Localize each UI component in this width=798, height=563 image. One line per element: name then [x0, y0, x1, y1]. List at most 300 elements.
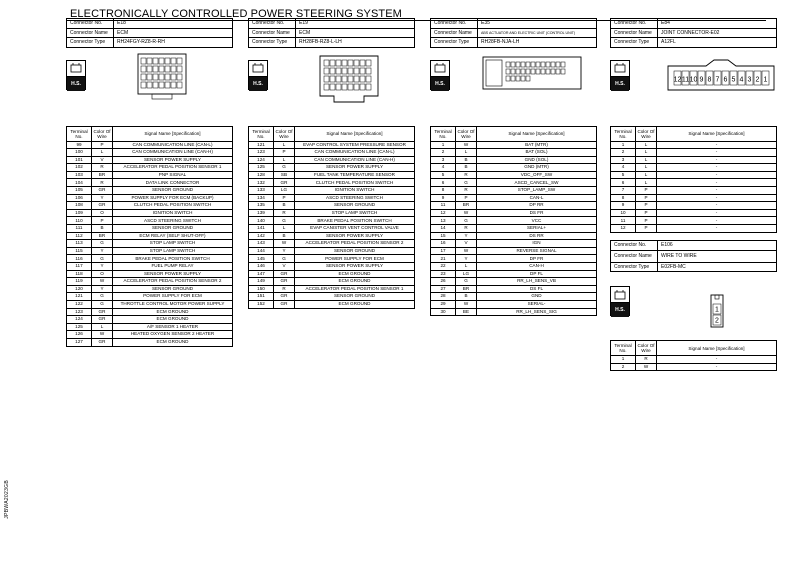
terminal-no: 111: [67, 225, 92, 233]
signal-name: SENSOR GROUND: [295, 202, 415, 210]
terminal-no: 26: [431, 278, 456, 286]
signal-name: CLUTCH PEDAL POSITION SWITCH: [295, 179, 415, 187]
terminal-table: Terminal No. Color Of Wire Signal Name [Specification] 1 L - 2 L - 3 L - 4 L - 5 L - 6 L - 7 P - 8 P - 9 P - 10 P - 11 P - 12 P -: [610, 126, 777, 233]
table-row: [611, 179, 777, 187]
terminal-no: 11: [611, 217, 636, 225]
table-row: [67, 171, 233, 179]
wire-color: P: [274, 149, 295, 157]
signal-name: SERIAL-: [477, 300, 597, 308]
terminal-no: 2: [611, 149, 636, 157]
wire-color: R: [274, 209, 295, 217]
terminal-no: 115: [67, 247, 92, 255]
wire-color: L: [274, 141, 295, 149]
table-row: [431, 141, 597, 149]
terminal-no: 12: [431, 209, 456, 217]
signal-name: DP FL: [477, 270, 597, 278]
signal-name: ACCELERATOR PEDAL POSITION SENSOR 2: [113, 278, 233, 286]
wire-color: Y: [92, 263, 113, 271]
signal-name: EVAP CANISTER VENT CONTROL VALVE: [295, 225, 415, 233]
table-row: [249, 270, 415, 278]
wire-color: R: [456, 225, 477, 233]
wire-color: R: [274, 285, 295, 293]
table-row: [431, 263, 597, 271]
signal-name: CAN-H: [477, 263, 597, 271]
terminal-table: Terminal No. Color Of Wire Signal Name [Specification] 1 R - 2 W -: [610, 340, 777, 371]
table-row: [431, 240, 597, 248]
table-row: [67, 331, 233, 339]
table-row: [431, 202, 597, 210]
wire-color: P: [636, 202, 657, 210]
terminal-no: 152: [249, 300, 274, 308]
wire-color: LG: [274, 187, 295, 195]
wire-color: P: [92, 141, 113, 149]
table-row: [67, 278, 233, 286]
wire-color: BR: [456, 202, 477, 210]
terminal-no: 10: [611, 209, 636, 217]
terminal-no: 121: [67, 293, 92, 301]
wire-color: V: [92, 156, 113, 164]
terminal-no: 134: [249, 194, 274, 202]
terminal-no: 125: [249, 164, 274, 172]
wire-color: P: [636, 194, 657, 202]
terminal-no: 121: [249, 141, 274, 149]
pin-label: 3: [747, 76, 752, 83]
page-title: ELECTRONICALLY CONTROLLED POWER STEERING SYSTEM: [70, 8, 402, 20]
signal-name: -: [657, 171, 777, 179]
table-row: [249, 263, 415, 271]
connector-info: Connector No. E84 Connector Name JOINT CONNECTOR-E02 Connector Type A12FL: [610, 18, 777, 48]
hs-badge-icon: H.S.: [248, 60, 268, 90]
wire-color: R: [456, 187, 477, 195]
signal-name: SERIAL+: [477, 225, 597, 233]
wire-color: P: [92, 217, 113, 225]
signal-name: HEATED OXYGEN SENSOR 2 HEATER: [113, 331, 233, 339]
connector-e19: [248, 18, 415, 309]
signal-name: SENSOR GROUND: [295, 293, 415, 301]
signal-name: ECM GROUND: [295, 278, 415, 286]
signal-name: SENSOR GROUND: [113, 225, 233, 233]
terminal-no: 8: [431, 187, 456, 195]
wire-color: GR: [92, 308, 113, 316]
table-row: [431, 194, 597, 202]
signal-name: POWER SUPPLY FOR ECM (BACKUP): [113, 194, 233, 202]
terminal-no: 140: [249, 217, 274, 225]
table-row: [67, 202, 233, 210]
terminal-no: 3: [431, 156, 456, 164]
table-row: [249, 209, 415, 217]
signal-name: DATA LINK CONNECTOR: [113, 179, 233, 187]
signal-name: STOP LAMP SWITCH: [295, 209, 415, 217]
terminal-no: 28: [431, 293, 456, 301]
terminal-no: 105: [67, 187, 92, 195]
table-row: [249, 285, 415, 293]
table-row: [67, 285, 233, 293]
table-row: [67, 232, 233, 240]
terminal-no: 125: [67, 323, 92, 331]
wire-color: W: [456, 247, 477, 255]
wire-color: V: [274, 263, 295, 271]
terminal-no: 124: [249, 156, 274, 164]
table-row: [249, 164, 415, 172]
wire-color: W: [274, 240, 295, 248]
table-row: [611, 363, 777, 371]
terminal-no: 4: [611, 164, 636, 172]
wire-color: W: [456, 209, 477, 217]
table-row: [67, 338, 233, 346]
signal-name: ACCELERATOR PEDAL POSITION SENSOR 1: [113, 164, 233, 172]
signal-name: SENSOR GROUND: [295, 247, 415, 255]
signal-name: -: [657, 141, 777, 149]
terminal-no: 103: [67, 171, 92, 179]
signal-name: ECM GROUND: [113, 338, 233, 346]
table-row: [67, 308, 233, 316]
wire-color: G: [456, 217, 477, 225]
table-row: [249, 156, 415, 164]
terminal-no: 127: [67, 338, 92, 346]
table-row: [249, 293, 415, 301]
signal-name: DS FR: [477, 209, 597, 217]
terminal-no: 101: [67, 156, 92, 164]
table-row: [249, 202, 415, 210]
connector-face-icon: [482, 56, 582, 92]
wire-color: L: [274, 225, 295, 233]
terminal-no: 113: [67, 240, 92, 248]
wire-color: G: [274, 255, 295, 263]
wire-color: GR: [92, 338, 113, 346]
wire-color: G: [92, 300, 113, 308]
pin-label: 11: [681, 76, 690, 83]
table-row: [611, 187, 777, 195]
signal-name: SENSOR POWER SUPPLY: [295, 164, 415, 172]
signal-name: DS RR: [477, 232, 597, 240]
wire-color: O: [92, 270, 113, 278]
table-row: [249, 232, 415, 240]
terminal-no: 16: [431, 240, 456, 248]
terminal-no: 106: [67, 194, 92, 202]
terminal-no: 143: [249, 240, 274, 248]
table-row: [67, 187, 233, 195]
terminal-no: 145: [249, 255, 274, 263]
terminal-no: 135: [249, 202, 274, 210]
table-row: [611, 209, 777, 217]
wire-color: GR: [274, 293, 295, 301]
signal-name: SENSOR POWER SUPPLY: [113, 270, 233, 278]
terminal-no: 12: [611, 225, 636, 233]
signal-name: ACCELERATOR PEDAL POSITION SENSOR 1: [295, 285, 415, 293]
signal-name: FUEL PUMP RELAY: [113, 263, 233, 271]
wire-color: L: [636, 171, 657, 179]
table-row: [67, 270, 233, 278]
wire-color: L: [274, 156, 295, 164]
table-row: [249, 278, 415, 286]
table-row: [249, 217, 415, 225]
terminal-no: 15: [431, 232, 456, 240]
signal-name: ECM GROUND: [113, 308, 233, 316]
signal-name: SENSOR GROUND: [113, 285, 233, 293]
table-row: [67, 209, 233, 217]
connector-face-icon: [710, 294, 724, 328]
connector-face-icon: [666, 58, 776, 92]
table-row: [431, 171, 597, 179]
table-row: [67, 179, 233, 187]
table-row: [67, 225, 233, 233]
hs-badge-icon: H.S.: [66, 60, 86, 90]
terminal-no: 109: [67, 209, 92, 217]
pin-label: 9: [699, 76, 704, 83]
wire-color: V: [456, 240, 477, 248]
signal-name: -: [657, 149, 777, 157]
table-row: [249, 225, 415, 233]
wire-color: B: [274, 202, 295, 210]
wire-color: B: [92, 225, 113, 233]
connector-info: Connector No. E106 Connector Name WIRE TO WIRE Connector Type E02FB-MC: [610, 240, 777, 272]
signal-name: ECM GROUND: [295, 300, 415, 308]
connector-diagram: [610, 48, 777, 114]
connector-diagram: [66, 48, 233, 114]
terminal-no: 146: [249, 263, 274, 271]
signal-name: A/F SENSOR 1 HEATER: [113, 323, 233, 331]
wire-color: L: [636, 149, 657, 157]
table-row: [431, 187, 597, 195]
signal-name: STOP LAMP SWITCH: [113, 240, 233, 248]
terminal-no: 11: [431, 202, 456, 210]
wire-color: BR: [456, 285, 477, 293]
table-row: [67, 141, 233, 149]
terminal-no: 151: [249, 293, 274, 301]
signal-name: RR_LH_SENS_VB: [477, 278, 597, 286]
pin-label: 8: [707, 76, 712, 83]
wire-color: SB: [274, 171, 295, 179]
terminal-table: Terminal No. Color Of Wire Signal Name [Specification] 99 P CAN COMMUNICATION LINE (CAN-L) 100 L CAN COMMUNICATION LINE (CAN-H) 101 V SENSOR POWER SUPPLY 102 R ACCELERATOR PEDAL POSITION SENSOR 1 103 BR PNP SIGNAL 104 R DATA LINK CONNECTOR 105 GR SENSOR GROUND 106 Y POWER SUPPLY FOR ECM (BACKUP) 108 GR CLUTCH PEDAL POSITION SWITCH 109 O IGNITION SWITCH 110 P ASCD STEERING SWITCH 111 B SENSOR GROUND 112 BR ECM RELAY (SELF SHUT-OFF) 113 G STOP LAMP SWITCH 115 Y STOP LAMP SWITCH 116 G BRAKE PEDAL POSITION SWITCH 117 Y FUEL PUMP RELAY 118 O SENSOR POWER SUPPLY 119 W ACCELERATOR PEDAL POSITION SENSOR 2 120 Y SENSOR GROUND 121 G POWER SUPPLY FOR ECM 122 G THROTTLE CONTROL MOTOR POWER SUPPLY 123 GR ECM GROUND 124 GR ECM GROUND 125 L A/F SENSOR 1 HEATER 126 W HEATED OXYGEN SENSOR 2 HEATER 127 GR ECM GROUND: [66, 126, 233, 347]
wire-color: B: [456, 293, 477, 301]
wire-color: GR: [92, 187, 113, 195]
connector-info: Connector No. E19 Connector Name ECM Connector Type RH28FB-RZ8-L-LH: [248, 18, 415, 48]
signal-name: IGN: [477, 240, 597, 248]
connector-diagram: [248, 48, 415, 114]
table-row: [249, 187, 415, 195]
terminal-no: 102: [67, 164, 92, 172]
wire-color: L: [456, 149, 477, 157]
table-row: [431, 300, 597, 308]
signal-name: -: [657, 202, 777, 210]
table-row: [67, 240, 233, 248]
terminal-no: 21: [431, 255, 456, 263]
wire-color: G: [274, 217, 295, 225]
terminal-no: 4: [431, 164, 456, 172]
table-row: [249, 194, 415, 202]
signal-name: RR_LH_SENS_SIG: [477, 308, 597, 316]
table-row: [431, 179, 597, 187]
wire-color: BR: [92, 232, 113, 240]
wire-color: Y: [92, 247, 113, 255]
signal-name: THROTTLE CONTROL MOTOR POWER SUPPLY: [113, 300, 233, 308]
terminal-no: 8: [611, 194, 636, 202]
table-row: [431, 270, 597, 278]
wire-color: L: [92, 149, 113, 157]
signal-name: CAN COMMUNICATION LINE (CAN-H): [113, 149, 233, 157]
connector-face-icon: [314, 52, 384, 110]
wire-color: O: [92, 209, 113, 217]
wire-color: P: [636, 187, 657, 195]
signal-name: CAN COMMUNICATION LINE (CAN-L): [295, 149, 415, 157]
table-row: [67, 255, 233, 263]
wire-color: GR: [92, 316, 113, 324]
terminal-no: 23: [431, 270, 456, 278]
terminal-no: 132: [249, 179, 274, 187]
signal-name: FUEL TANK TEMPERATURE SENSOR: [295, 171, 415, 179]
signal-name: VDC_OFF_SW: [477, 171, 597, 179]
wire-color: G: [92, 293, 113, 301]
table-row: [249, 300, 415, 308]
hs-badge-icon: H.S.: [430, 60, 450, 90]
signal-name: -: [657, 209, 777, 217]
wire-color: G: [92, 240, 113, 248]
wire-color: G: [92, 255, 113, 263]
table-row: [249, 171, 415, 179]
pin-label: 2: [755, 76, 760, 83]
terminal-no: 133: [249, 187, 274, 195]
connector-e84: [610, 18, 777, 233]
terminal-no: 126: [67, 331, 92, 339]
wire-color: P: [456, 194, 477, 202]
table-row: [67, 247, 233, 255]
signal-name: GND (MTR): [477, 164, 597, 172]
table-row: [67, 194, 233, 202]
table-row: [249, 141, 415, 149]
terminal-no: 2: [611, 363, 636, 371]
table-row: [431, 247, 597, 255]
table-row: [249, 240, 415, 248]
terminal-no: 110: [67, 217, 92, 225]
signal-name: CAN COMMUNICATION LINE (CAN-L): [113, 141, 233, 149]
pin-label: 5: [731, 76, 736, 83]
signal-name: BRAKE PEDAL POSITION SWITCH: [295, 217, 415, 225]
terminal-table: Terminal No. Color Of Wire Signal Name [Specification] 1 W BAT (MTR) 2 L BAT (SOL) 3 B GND (SOL) 4 B GND (MTR) 5 R VDC_OFF_SW 6 G ASCD_CANCEL_SW 8 R STOP_LAMP_SW 9 P CAN-L 11 BR DP RR 12 W DS FR 13 G VCC 14 R SERIAL+ 15 Y DS RR 16 V IGN 17 W REVERSE SIGNAL 21 Y DP FR 22 L CAN-H 23 LG DP FL 26 G RR_LH_SENS_VB 27 BR DS FL 28 B GND 29 W SERIAL- 30 BE RR_LH_SENS_SIG: [430, 126, 597, 317]
table-row: [611, 202, 777, 210]
table-row: [611, 225, 777, 233]
table-row: [431, 293, 597, 301]
connector-face-icon: [132, 52, 192, 110]
wire-color: GR: [274, 278, 295, 286]
wire-color: Y: [456, 232, 477, 240]
terminal-table: Terminal No. Color Of Wire Signal Name [Specification] 121 L EVAP CONTROL SYSTEM PRESSURE SENSOR 123 P CAN COMMUNICATION LINE (CAN-L) 124 L CAN COMMUNICATION LINE (CAN-H) 125 G SENSOR POWER SUPPLY 128 SB FUEL TANK TEMPERATURE SENSOR 132 GR CLUTCH PEDAL POSITION SWITCH 133 LG IGNITION SWITCH 134 P ASCD STEERING SWITCH 135 B SENSOR GROUND 139 R STOP LAMP SWITCH 140 G BRAKE PEDAL POSITION SWITCH 141 L EVAP CANISTER VENT CONTROL VALVE 142 B SENSOR POWER SUPPLY 143 W ACCELERATOR PEDAL POSITION SENSOR 2 144 Y SENSOR GROUND 145 G POWER SUPPLY FOR ECM 146 V SENSOR POWER SUPPLY 147 GR ECM GROUND 149 GR ECM GROUND 150 R ACCELERATOR PEDAL POSITION SENSOR 1 151 GR SENSOR GROUND 152 GR ECM GROUND: [248, 126, 415, 309]
terminal-no: 108: [67, 202, 92, 210]
terminal-no: 112: [67, 232, 92, 240]
wire-color: W: [636, 363, 657, 371]
terminal-no: 142: [249, 232, 274, 240]
document-code: JPBWA2023GB: [4, 480, 10, 519]
wire-color: Y: [274, 247, 295, 255]
signal-name: -: [657, 187, 777, 195]
wire-color: B: [274, 232, 295, 240]
wire-color: W: [92, 331, 113, 339]
signal-name: ASCD STEERING SWITCH: [113, 217, 233, 225]
wire-color: P: [636, 209, 657, 217]
table-row: [611, 149, 777, 157]
terminal-no: 150: [249, 285, 274, 293]
wire-color: L: [636, 141, 657, 149]
signal-name: SENSOR POWER SUPPLY: [113, 156, 233, 164]
signal-name: BAT (MTR): [477, 141, 597, 149]
signal-name: POWER SUPPLY FOR ECM: [113, 293, 233, 301]
table-row: [67, 149, 233, 157]
signal-name: ECM RELAY (SELF SHUT-OFF): [113, 232, 233, 240]
signal-name: VCC: [477, 217, 597, 225]
signal-name: -: [657, 156, 777, 164]
wire-color: L: [456, 263, 477, 271]
terminal-no: 13: [431, 217, 456, 225]
signal-name: ACCELERATOR PEDAL POSITION SENSOR 2: [295, 240, 415, 248]
signal-name: -: [657, 225, 777, 233]
table-row: [67, 293, 233, 301]
terminal-no: 1: [611, 141, 636, 149]
pin-label: 6: [723, 76, 728, 83]
terminal-no: 5: [431, 171, 456, 179]
signal-name: ASCD_CANCEL_SW: [477, 179, 597, 187]
table-row: [611, 171, 777, 179]
wire-color: P: [274, 194, 295, 202]
terminal-no: 22: [431, 263, 456, 271]
signal-name: ECM GROUND: [113, 316, 233, 324]
signal-name: BAT (SOL): [477, 149, 597, 157]
wire-color: L: [636, 164, 657, 172]
terminal-no: 14: [431, 225, 456, 233]
signal-name: BRAKE PEDAL POSITION SWITCH: [113, 255, 233, 263]
terminal-no: 1: [611, 356, 636, 364]
signal-name: STOP LAMP SWITCH: [113, 247, 233, 255]
table-row: [249, 247, 415, 255]
table-row: [431, 149, 597, 157]
terminal-no: 123: [67, 308, 92, 316]
terminal-no: 6: [611, 179, 636, 187]
wire-color: Y: [92, 194, 113, 202]
pin-label: 12: [673, 76, 682, 83]
table-row: [611, 356, 777, 364]
signal-name: STOP_LAMP_SW: [477, 187, 597, 195]
table-row: [67, 300, 233, 308]
wire-color: P: [636, 225, 657, 233]
signal-name: DP RR: [477, 202, 597, 210]
terminal-no: 122: [67, 300, 92, 308]
terminal-no: 100: [67, 149, 92, 157]
wire-color: P: [636, 217, 657, 225]
wire-color: R: [92, 179, 113, 187]
terminal-no: 149: [249, 278, 274, 286]
terminal-no: 119: [67, 278, 92, 286]
terminal-no: 128: [249, 171, 274, 179]
signal-name: DP FR: [477, 255, 597, 263]
table-row: [431, 156, 597, 164]
wire-color: G: [274, 164, 295, 172]
signal-name: GND (SOL): [477, 156, 597, 164]
wire-color: LG: [456, 270, 477, 278]
wire-color: L: [636, 156, 657, 164]
pin-label: 4: [739, 76, 744, 83]
terminal-no: 99: [67, 141, 92, 149]
pin-label: 7: [715, 76, 720, 83]
signal-name: GND: [477, 293, 597, 301]
terminal-no: 27: [431, 285, 456, 293]
wire-color: G: [456, 179, 477, 187]
signal-name: CAN-L: [477, 194, 597, 202]
signal-name: -: [657, 194, 777, 202]
terminal-no: 9: [611, 202, 636, 210]
terminal-no: 141: [249, 225, 274, 233]
table-row: [431, 164, 597, 172]
signal-name: IGNITION SWITCH: [295, 187, 415, 195]
signal-name: -: [657, 217, 777, 225]
pin-label: 1: [763, 76, 768, 83]
